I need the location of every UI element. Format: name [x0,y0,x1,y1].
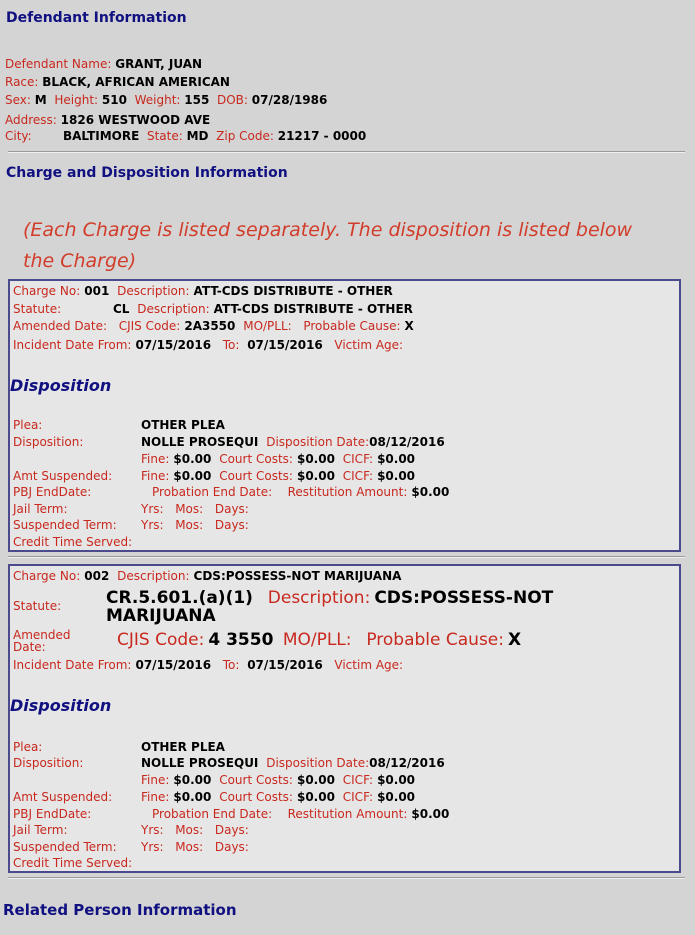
court-costs-value: $0.00 [296,452,335,466]
statute-row [13,302,65,316]
description-label: Description: [117,284,190,298]
statute-description-cont: MARIJUANA [106,606,216,626]
mo-pll-label: MO/PLL: [282,630,352,650]
disposition-header: Disposition [10,376,112,395]
dob-value: 07/28/1986 [251,93,328,107]
related-person-header: Related Person Information [3,901,237,919]
statute-value: CL [113,302,130,316]
charge-box [8,564,681,873]
disposition-date-label: Disposition Date: [266,435,370,449]
credit-time-served-label: Credit Time Served: [13,535,133,549]
disposition-values [141,435,449,449]
charge-description: ATT-CDS DISTRIBUTE - OTHER [193,284,393,298]
statute-values [113,302,417,316]
statute-description-label: Description: [137,302,210,316]
fines-row: Fine: $0.00 Court Costs: $0.00 CICF: $0.00 [141,452,416,466]
statute-values [106,588,557,608]
address-value: 1826 WESTWOOD AVE [60,113,211,127]
incident-from: 07/15/2016 [135,338,212,352]
address-row [5,113,210,127]
zip-label: Zip Code: [216,129,274,143]
probable-cause-label: Probable Cause: [303,319,401,333]
fines-row: Fine: $0.00 Court Costs: $0.00 CICF: $0.00 [141,773,416,787]
dob-label: DOB: [217,93,248,107]
suspended-term-label: Suspended Term: [13,518,117,532]
court-costs-value: $0.00 [296,773,335,787]
victim-age-label: Victim Age: [334,338,404,352]
jail-term-label: Jail Term: [13,502,68,516]
susp-fine-value: $0.00 [173,469,212,483]
city-values [63,129,366,143]
city-value: BALTIMORE [63,129,140,143]
statute-value: CR.5.601.(a)(1) [106,588,253,608]
charge-box [8,279,681,552]
statute-label: Statute: [13,302,62,316]
statute-description-label: Description: [267,588,371,608]
suspended-fines-row: Fine: $0.00 Court Costs: $0.00 CICF: $0.00 [141,790,416,804]
cjis-code: 2A3550 [184,319,236,333]
defendant-name: GRANT, JUAN [115,57,203,71]
suspended-fines-row: Fine: $0.00 Court Costs: $0.00 CICF: $0.00 [141,469,416,483]
suspended-term-label: Suspended Term: [13,840,117,854]
jail-term-label: Jail Term: [13,823,68,837]
susp-fine-value: $0.00 [173,790,212,804]
charge-no: 002 [84,569,110,583]
suspended-term-units: Yrs: Mos: Days: [141,840,249,854]
race-value: BLACK, AFRICAN AMERICAN [42,75,230,89]
height-value: 510 [101,93,127,107]
cjis-code: 4 3550 [208,630,274,650]
physical-row [5,93,327,107]
race-label: Race: [5,75,39,89]
disposition-label: Disposition: [13,756,84,770]
amended-date-label: Amended Date: [13,319,108,333]
jail-term-units: Yrs: Mos: Days: [141,502,249,516]
statute-label: Statute: [13,599,62,613]
race-row [5,75,230,89]
charge-no-row [13,569,405,583]
pbj-end-date-label: PBJ EndDate: [13,485,92,499]
charge-no-label: Charge No: [13,569,81,583]
jail-term-units: Yrs: Mos: Days: [141,823,249,837]
susp-court-costs-value: $0.00 [296,469,335,483]
pbj-end-date-label: PBJ EndDate: [13,807,92,821]
plea-label: Plea: [13,418,43,432]
credit-time-served-label: Credit Time Served: [13,856,133,870]
mo-pll-label: MO/PLL: [243,319,292,333]
charge-no: 001 [84,284,110,298]
address-label: Address: [5,113,57,127]
charge-no-label: Charge No: [13,284,81,298]
charge-note-line1: (Each Charge is listed separately. The disposition is listed below [23,219,633,241]
fine-value: $0.00 [173,773,212,787]
sex-label: Sex: [5,93,31,107]
incident-from-label: Incident Date From: [13,338,132,352]
restitution-value: $0.00 [411,807,450,821]
disposition-label: Disposition: [13,435,84,449]
incident-to: 07/15/2016 [247,658,323,672]
susp-court-costs-value: $0.00 [296,790,335,804]
incident-from: 07/15/2016 [135,658,212,672]
incident-to-label: To: [222,658,240,672]
defendant-header: Defendant Information [6,10,187,26]
incident-to: 07/15/2016 [247,338,323,352]
cicf-value: $0.00 [377,773,416,787]
disposition-date: 08/12/2016 [369,435,445,449]
amended-row [117,630,525,650]
fine-value: $0.00 [173,452,212,466]
amt-suspended-label: Amt Suspended: [13,469,113,483]
description-label: Description: [117,569,190,583]
city-label: City: [5,129,32,143]
suspended-term-units: Yrs: Mos: Days: [141,518,249,532]
charge-note-line2: the Charge) [23,250,137,272]
charge-section-header: Charge and Disposition Information [6,165,288,181]
probable-cause-label: Probable Cause: [366,630,504,650]
victim-age-label: Victim Age: [334,658,404,672]
charge-description: CDS:POSSESS-NOT MARIJUANA [193,569,402,583]
susp-cicf-value: $0.00 [377,469,416,483]
incident-row [13,658,407,672]
statute-description: CDS:POSSESS-NOT [374,588,554,608]
charge-no-row [13,284,397,298]
probation-row: Probation End Date: Restitution Amount: $0.00 [152,807,450,821]
defendant-name-row [5,57,202,71]
disposition-value: NOLLE PROSEQUI [141,435,259,449]
divider [8,151,685,153]
city-row [5,129,32,143]
cicf-value: $0.00 [377,452,416,466]
cjis-code-label: CJIS Code: [117,630,205,650]
probable-cause: X [404,319,414,333]
susp-cicf-value: $0.00 [377,790,416,804]
plea-label: Plea: [13,740,43,754]
plea-value: OTHER PLEA [141,740,225,754]
disposition-value: NOLLE PROSEQUI [141,756,259,770]
incident-from-label: Incident Date From: [13,658,132,672]
restitution-value: $0.00 [411,485,450,499]
probable-cause: X [508,630,522,650]
plea-value: OTHER PLEA [141,418,225,432]
cjis-code-label: CJIS Code: [118,319,181,333]
disposition-values [141,756,449,770]
sex-value: M [34,93,47,107]
zip-value: 21217 - 0000 [277,129,367,143]
amt-suspended-label: Amt Suspended: [13,790,113,804]
state-label: State: [146,129,183,143]
state-value: MD [186,129,209,143]
probation-row: Probation End Date: Restitution Amount: $0.00 [152,485,450,499]
incident-row [13,338,407,352]
amended-date-label: Amended Date: [13,628,71,654]
incident-to-label: To: [222,338,240,352]
statute-description: ATT-CDS DISTRIBUTE - OTHER [213,302,413,316]
height-label: Height: [54,93,99,107]
weight-value: 155 [184,93,210,107]
weight-label: Weight: [134,93,181,107]
divider [8,556,685,558]
disposition-date-label: Disposition Date: [266,756,370,770]
disposition-date: 08/12/2016 [369,756,445,770]
disposition-header: Disposition [10,696,112,715]
defendant-name-label: Defendant Name: [5,57,112,71]
amended-row [13,319,418,333]
divider [8,877,685,879]
